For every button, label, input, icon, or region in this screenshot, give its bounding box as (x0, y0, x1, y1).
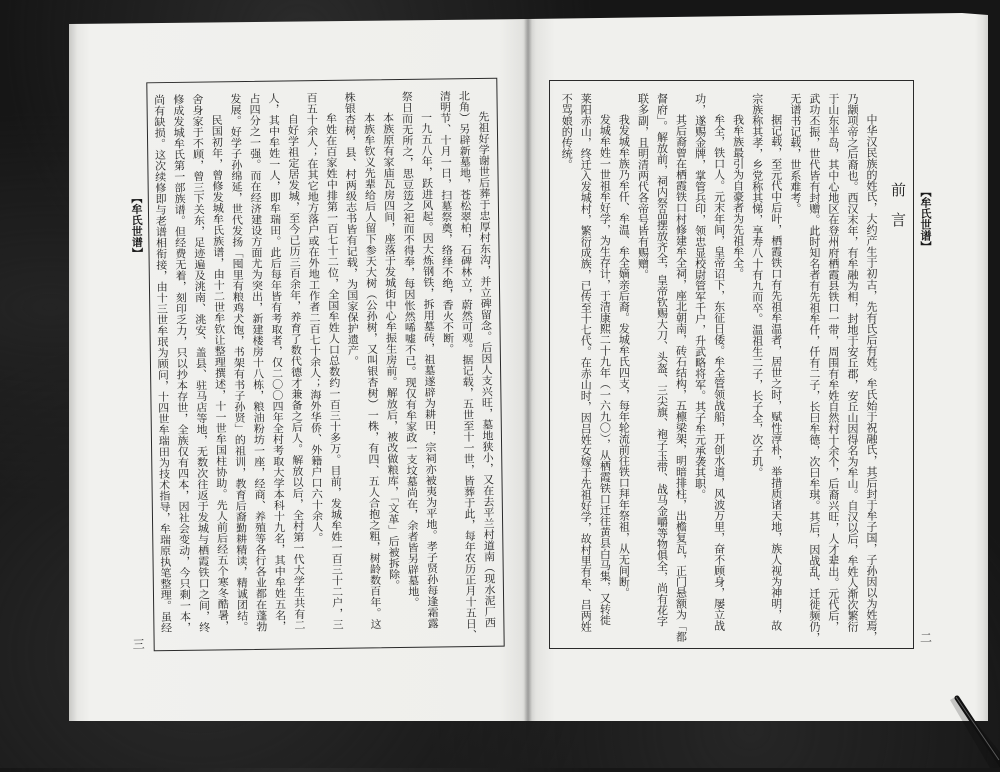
text-column: 一九五八年，跃进风起。因大炼钢铁，拆用墓砖，祖墓遂辟为耕田，宗祠亦被夷为平地。孝子贤孙每逢霜露 (419, 111, 440, 629)
text-column: 其后裔曾在栖霞铁口村修建牟全祠，座北朝南，砖石结构，五檩梁架，明暗排柱，出檐复瓦，正门悬额为「都 (674, 114, 688, 642)
page-number: 三 (132, 637, 145, 652)
text-column: 舍身家于不顾，曾三下关东，足迹遍及洮南、洮安、盖县、驻马店等地，无数次往返于发城与栖霞铁口之间，终 (190, 93, 211, 633)
text-column: 修成发城牟氏第一部族谱。但经费无着，刻印乏力，只以抄本存世，全族仅有四本，因社会变动，今只剩一本， (171, 93, 192, 633)
text-column: 我牟族最引为自豪者为先祖牟全。 (731, 114, 745, 279)
text-column: 牟全，铁口人。元末年间，皇帝诏下，东征日倭。牟全管领战船，开创水道，风波万里，奋不顾身，屡立战 (712, 114, 726, 631)
text-column: 人，其中牟姓一人，即牟瑞田。此后每年皆有考取者，仅二〇〇四年全村考取大学本科十九名，其中牟姓五名， (266, 92, 287, 632)
text-column: 督府」。解放前，祠内祭品摆放齐全，皇帝钦赐大刀、头盔、三尖旗、袍子玉带、战马金嚼等物俱全，尚有花字 (655, 93, 669, 627)
text-column: 武功丕振，世代皆有封赠。此时知名者有先祖牟仟，仟有二子，长曰牟德，次曰牟琪。其后，因战乱、迁徙频仍， (807, 93, 821, 643)
text-column: 本族原有家庙瓦房四间，座落于发城街中心牟振生房前。解放后，被改做粮库，「文革」后被拆除。 (381, 112, 401, 591)
text-column: 联多副，且明清两代各帝号皆有赐赠。 (636, 93, 650, 280)
running-header: 【牟氏世谱】 (919, 186, 932, 252)
text-column: 祭日而无所之，思豆笾之祀而不得奉，每因怅然唏嘘不已。现仅有牟家政一支坟墓尚在，余者皆另辟墓地。 (400, 90, 420, 608)
text-column: 本族牟钦义先辈给后人留下参天大树（公孙树，又叫银杏树）一株，有四、五人合抱之粗，树龄数百年。这 (362, 112, 383, 630)
text-column: 先祖好学谢世后葬于忠厚村东沟，并立碑留念。后因人支兴旺，墓地狭小，又在去平兰村道南（现水泥厂西 (476, 110, 497, 628)
text-column: 发城牟姓一世祖牟好学，为生存计，于清康熙二十九年（一六九〇），从栖霞铁口迁往黄县白马集，又转徙 (598, 114, 612, 626)
text-column: 自好学祖定居发城，至今已历三百余年，养育了数代德才兼备之后人。解放以后，全村第一代大学生共有二 (286, 113, 307, 631)
text-column: 株银杏树，县、村两级志书皆有记载，为国家保护遗产。 (343, 91, 360, 367)
text-column: 功，遂赐金牌，掌管兵印，领忠显校尉管军千户，升武略将军。其子牟元承袭其职。 (693, 93, 707, 500)
running-header: 【牟氏世谱】 (129, 192, 144, 259)
text-column: 于山东半岛，其中心地区在登州府栖霞县铁口一带，周围有牟姓自然村十余个，后裔兴旺，人才辈出。元代后， (826, 93, 840, 632)
text-column: 发展。好学子孙绵延，世代发扬「囤里有粮鸡犬饱，书架有书子孙贤」的祖训，教育后裔勤耕精读，精诚团结。 (228, 93, 249, 633)
text-column: 不骂娘的传统。 (560, 93, 574, 170)
text-column: 百五十余人；在其它地方落户或在外地工作者二百七十余人；海外华侨、外籍户口六十余人。 (305, 92, 324, 544)
text-column: 民国初年，曾修发城牟氏族谱，由十二世牟钦让整理撰述，十一世牟国柱协助。先人前后经五个寒冬酷暑， (210, 114, 230, 632)
text-column: 中华汉民族的姓氏，大约产生于初古，先有氏后有姓。牟氏始于祝融氏，其后封于牟子国，子孙因以为姓焉， (865, 114, 878, 642)
text-column: 我发城牟族乃牟仟、牟温、牟全嫡亲后裔。发城牟氏四支，每年轮流前往铁口拜年祭祖，从无间断。 (617, 114, 631, 598)
text-column: 牟姓在百家姓中排第一百七十二位，全国牟姓人口总数约一百三十多万。目前，发城牟姓一百三十二户，三 (324, 112, 345, 630)
page-title: 前言 (889, 182, 907, 242)
text-column: 莱阳赤山，终迁入发城村，繁衍成族，已传至十七代。在赤山时，因吕姓女嫁于先祖好学，故村里有牟、吕两姓 (579, 93, 593, 632)
text-column: 清明节、十月一日，扫墓祭奠，络绎不绝，香火不断。 (438, 90, 455, 355)
page-number: 二 (920, 631, 933, 645)
text-column: 宗族称其孝，乡党称其悌，享寿八十有九而卒。温祖生二子，长子全，次子玑。 (750, 93, 764, 478)
text-column: 无谱书记载，世系难考。 (788, 93, 802, 214)
text-column: 乃颛项帝之后裔也。西汉末年，有牟融为相，封地于安丘郡，安丘山因得名为牟山。自汉以后，牟姓人渐次繁衍 (845, 93, 859, 632)
text-column: 尚有缺损。这次续修即与老谱相衔接，由十三世牟珉为顾问，十四世牟瑞田为技术指导，牟瑞原执笔整理。虽经 (152, 94, 173, 634)
text-column: 占四分之一强。而在经济建设方面尤为突出，新建楼房十八栋，粮油粉坊一座，经商、养殖等各行各业都在蓬勃 (247, 92, 268, 632)
text-column: 据记载，至元代中后叶，栖霞铁口有先祖牟温者，居世之时，赋性淳朴，举措质诸天地，族人视为神明，故 (769, 114, 783, 631)
text-column: 北角）另辟新墓地，苍松翠柏，石碑林立，蔚然可观。据记载，五世至十一世，皆葬于此，每年农历正月十五日、 (457, 90, 478, 641)
